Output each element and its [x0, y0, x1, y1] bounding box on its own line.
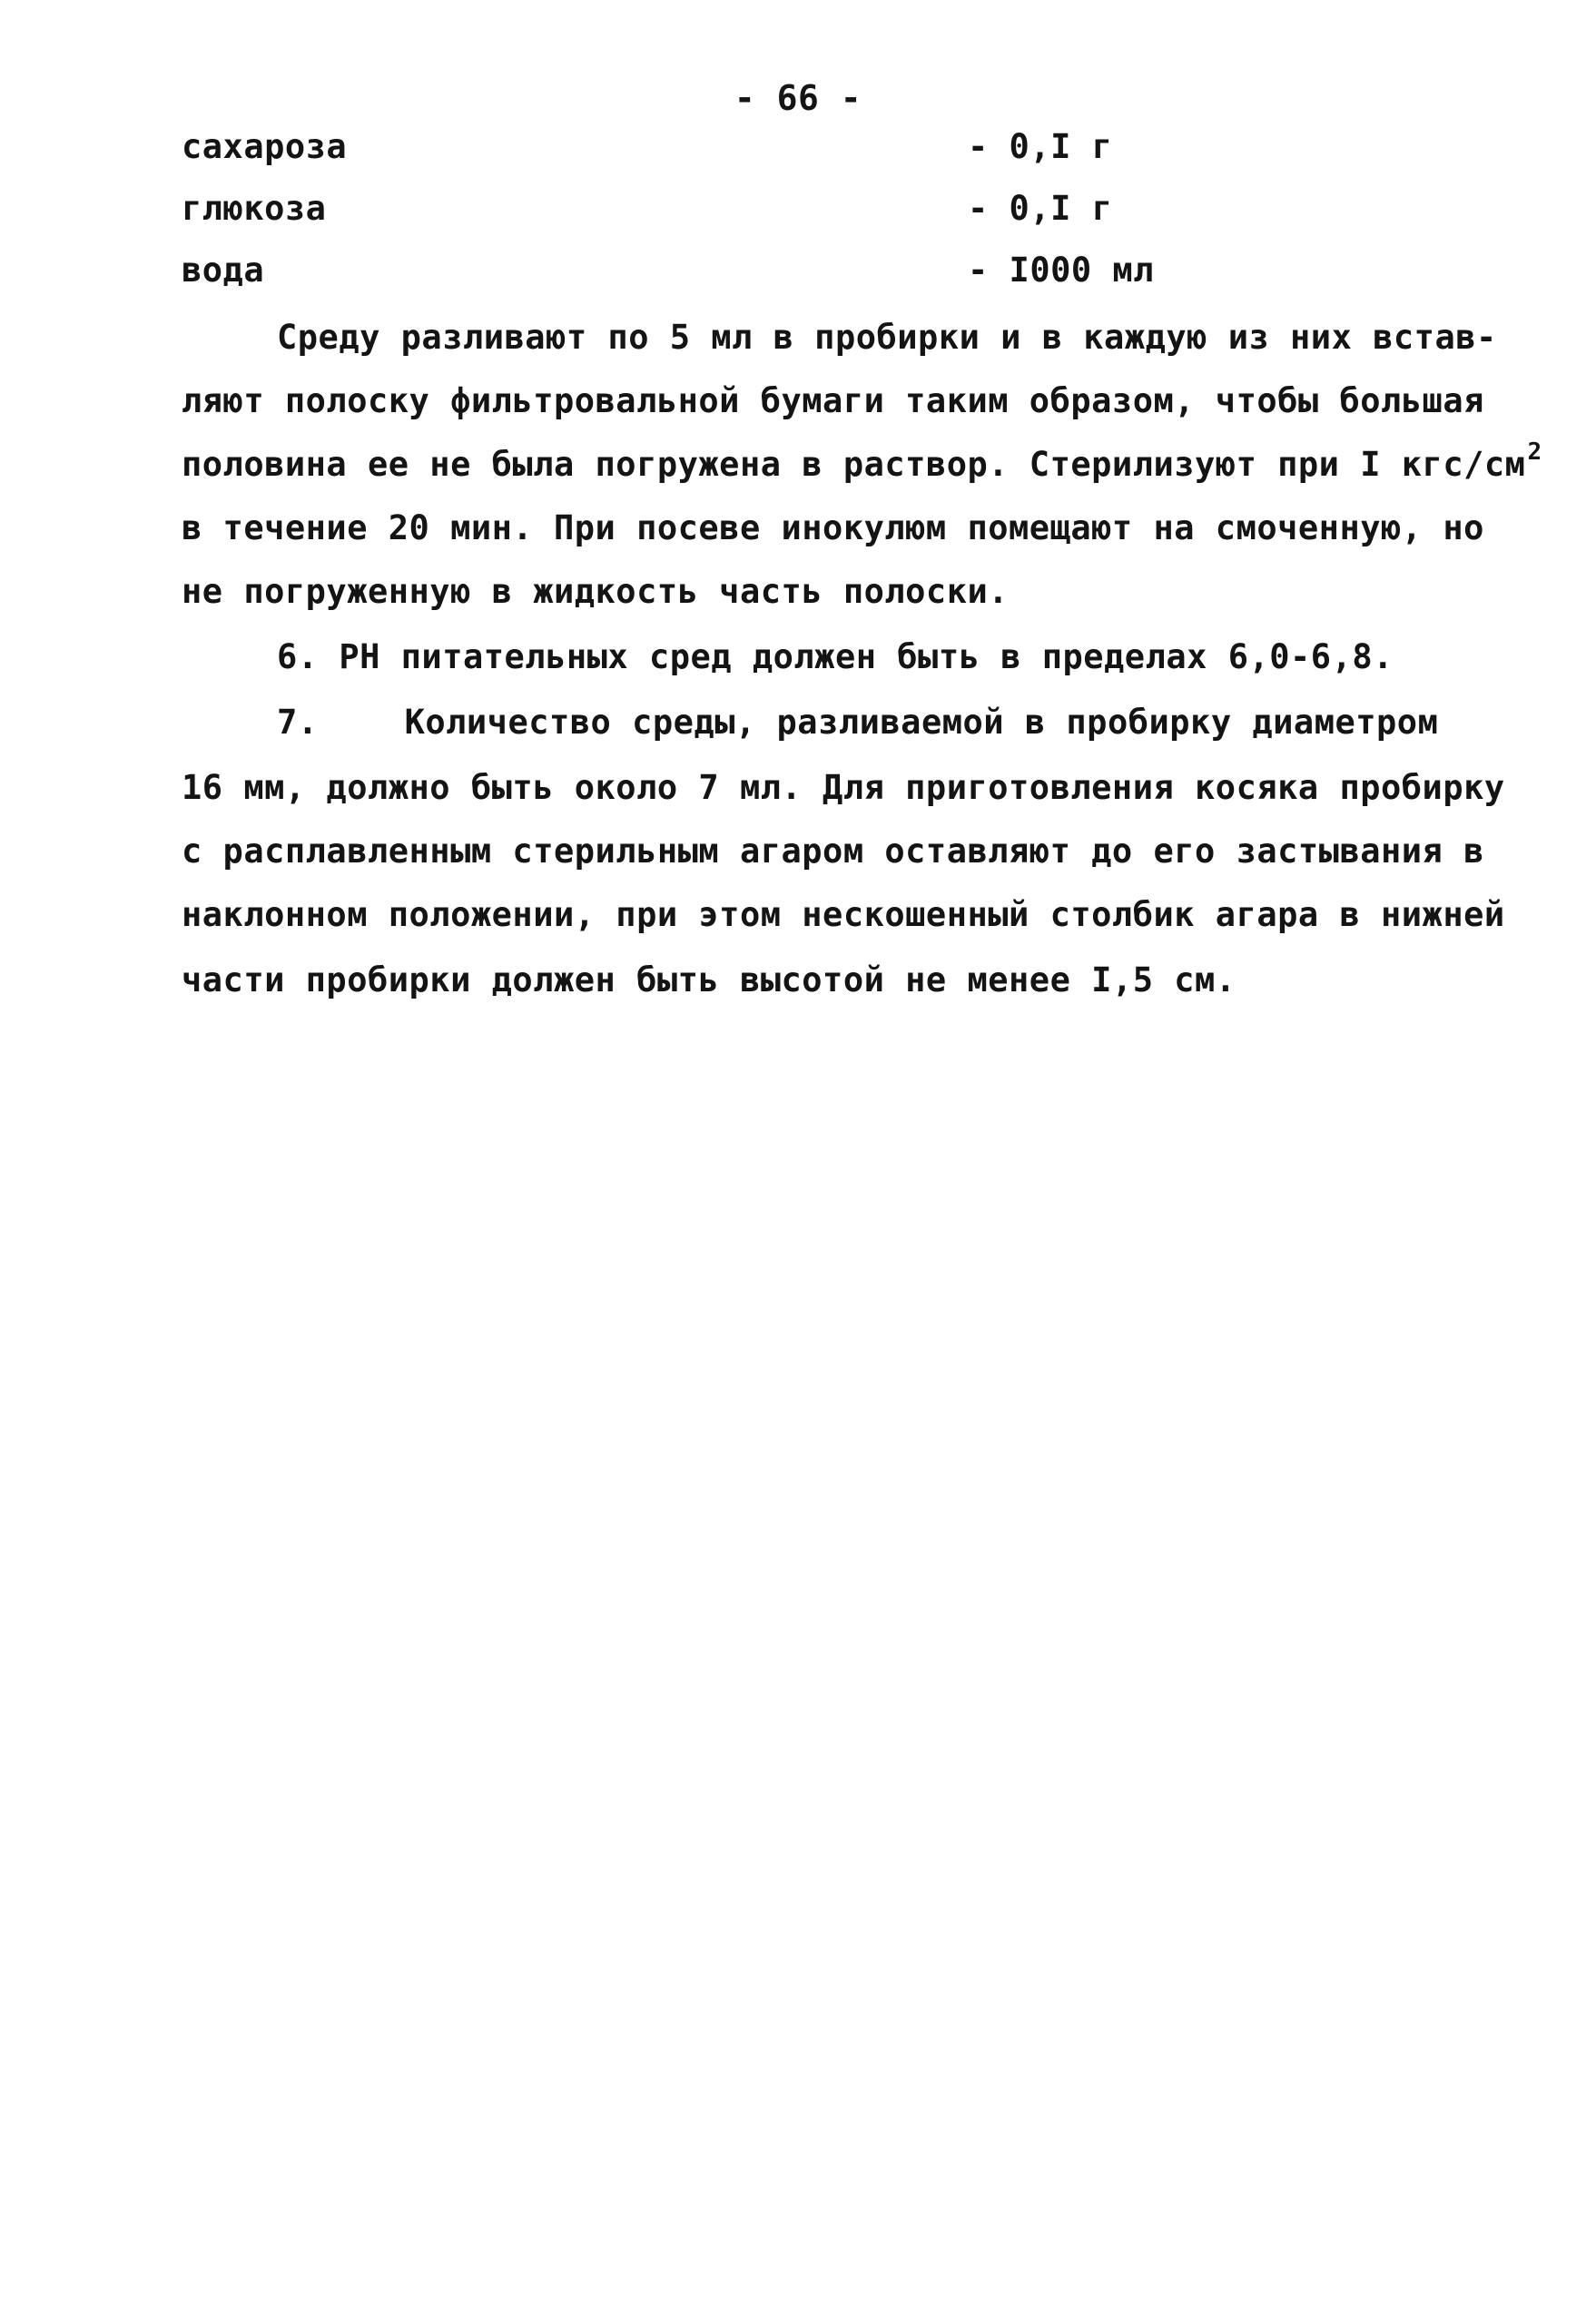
recipe-row: [0, 251, 1596, 305]
text-line-main: Количество среды, разливаемой в пробирку диаметром: [404, 703, 1439, 742]
recipe-row: [0, 127, 1596, 182]
item-number: 7.: [277, 703, 319, 742]
ingredient-amount: - 0,I г: [968, 189, 1113, 228]
text-line: не погруженную в жидкость часть полоски.: [182, 572, 1010, 611]
ingredient-name: глюкоза: [182, 189, 327, 228]
text-line: 6. РН питательных сред должен быть в пределах 6,0-6,8.: [277, 637, 1394, 676]
ingredient-name: сахароза: [182, 127, 348, 166]
text-line: части пробирки должен быть высотой не менее I,5 см.: [182, 960, 1236, 999]
text-line: наклонном положении, при этом нескошенный столбик агара в нижней: [182, 895, 1505, 934]
ingredient-name: вода: [182, 251, 265, 290]
text-line: [277, 703, 1438, 742]
text-line: в течение 20 мин. При посеве инокулюм помещают на смоченную, но: [182, 508, 1484, 547]
text-line: ляют полоску фильтровальной бумаги таким образом, чтобы большая: [182, 381, 1484, 420]
text-line: Среду разливают по 5 мл в пробирки и в каждую из них встав-: [277, 318, 1497, 357]
superscript: 2: [1527, 438, 1542, 466]
text-line-main: половина ее не была погружена в раствор. Стерилизуют при I кгс/см: [182, 445, 1526, 484]
ingredient-amount: - 0,I г: [968, 127, 1113, 166]
page-number: - 66 -: [734, 78, 862, 118]
recipe-row: [0, 189, 1596, 243]
ingredient-amount: - I000 мл: [968, 251, 1154, 290]
text-line: 16 мм, должно быть около 7 мл. Для приготовления косяка пробирку: [182, 768, 1505, 807]
text-line: с расплавленным стерильным агаром оставляют до его застывания в: [182, 832, 1484, 871]
text-line: [182, 438, 1542, 484]
